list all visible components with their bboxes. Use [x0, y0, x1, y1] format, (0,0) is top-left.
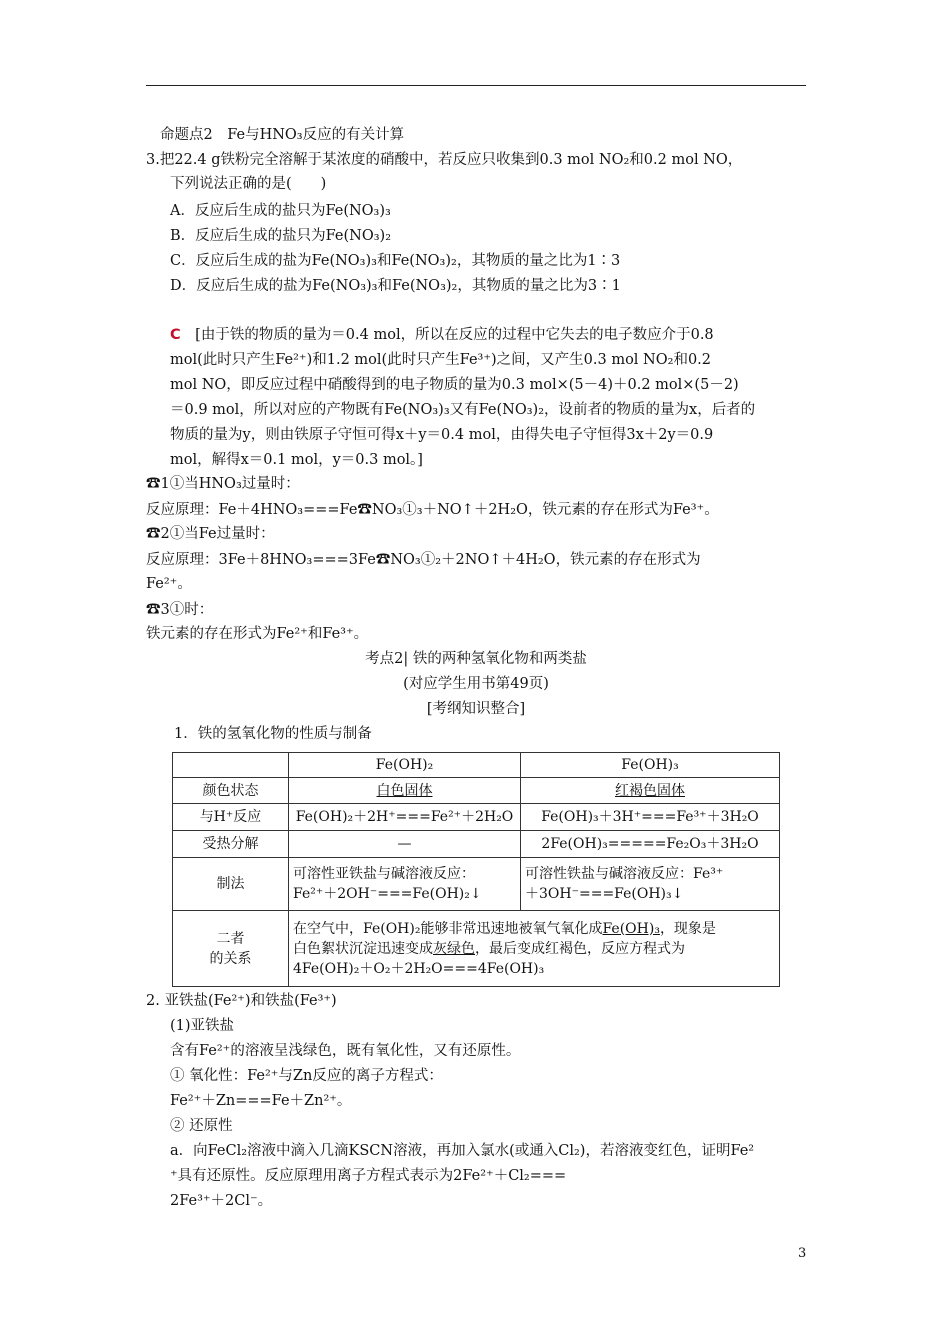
- underlined-value: Fe(OH)₃: [602, 920, 660, 937]
- underlined-value: 白色固体: [376, 782, 433, 799]
- table-row: [173, 778, 780, 804]
- table-cell: 2Fe(OH)₃=====Fe₂O₃＋3H₂O: [521, 831, 780, 858]
- note-line: ☎1➀当HNO₃过量时：: [146, 476, 300, 492]
- note-line: ☎2➀当Fe过量时：: [146, 526, 275, 542]
- row-label: 受热分解: [173, 831, 289, 858]
- table-cell: —: [289, 831, 521, 858]
- cell-line: [293, 939, 775, 959]
- question-line-1: 3.把22.4 g铁粉完全溶解于某浓度的硝酸中，若反应只收集到0.3 mol NO₂和0.2 mol NO，: [146, 152, 743, 168]
- subheading-1: 1．铁的氢氧化物的性质与制备: [174, 726, 372, 742]
- table-row: [173, 858, 780, 911]
- body-line: (1)亚铁盐: [170, 1018, 235, 1034]
- explanation-line: 物质的量为y，则由铁原子守恒可得x＋y＝0.4 mol，由得失电子守恒得3x＋2y＝0.9: [170, 427, 714, 443]
- table-row: [173, 831, 780, 858]
- body-line: 含有Fe²⁺的溶液呈浅绿色，既有氧化性，又有还原性。: [170, 1043, 521, 1059]
- section-tag: [考纲知识整合]: [426, 701, 526, 717]
- explanation-line: mol NO，即反应过程中硝酸得到的电子物质的量为0.3 mol×(5－4)＋0.2 mol×(5－2): [170, 377, 739, 393]
- body-line: ① 氧化性：Fe²⁺与Zn反应的离子方程式：: [170, 1068, 443, 1084]
- table-cell: Fe(OH)₃＋3H⁺===Fe³⁺＋3H₂O: [521, 804, 780, 831]
- answer-letter: C: [170, 327, 181, 343]
- cell-line: 二者: [216, 930, 245, 947]
- note-line: 反应原理：Fe＋4HNO₃===Fe☎NO₃➀₃＋NO↑＋2H₂O，铁元素的存在形式为Fe³⁺。: [146, 502, 719, 518]
- page-number: 3: [798, 1246, 807, 1261]
- body-line: ② 还原性: [170, 1118, 233, 1134]
- table-row: [173, 753, 780, 778]
- option-a: A．反应后生成的盐只为Fe(NO₃)₃: [170, 203, 391, 219]
- body-line: a．向FeCl₂溶液中滴入几滴KSCN溶液，再加入氯水(或通入Cl₂)，若溶液变红色，证明Fe²: [170, 1143, 755, 1159]
- table-cell: [289, 858, 521, 911]
- cell-line: Fe²⁺＋2OH⁻===Fe(OH)₂↓: [293, 886, 482, 902]
- table-row: [173, 804, 780, 831]
- underlined-value: 灰绿色: [433, 940, 475, 957]
- note-line: ☎3➀时：: [146, 602, 214, 618]
- row-label: [173, 911, 289, 987]
- table-cell: [289, 911, 780, 987]
- underlined-value: 红褐色固体: [615, 782, 685, 799]
- body-line: ⁺具有还原性。反应原理用离子方程式表示为2Fe²⁺＋Cl₂===: [170, 1168, 567, 1184]
- hydroxide-table: [172, 752, 780, 987]
- cell-line: 可溶性铁盐与碱溶液反应：Fe³⁺: [525, 866, 724, 882]
- table-cell: [173, 753, 289, 778]
- note-line: Fe²⁺。: [146, 576, 192, 592]
- note-line: 反应原理：3Fe＋8HNO₃===3Fe☎NO₃➀₂＋2NO↑＋4H₂O，铁元素的存在形式为: [146, 552, 701, 568]
- explanation-line: [由于铁的物质的量为＝0.4 mol，所以在反应的过程中它失去的电子数应介于0.8: [195, 327, 714, 343]
- answer-line-1: [170, 325, 714, 345]
- section-ref: (对应学生用书第49页): [403, 676, 549, 692]
- explanation-line: ＝0.9 mol，所以对应的产物既有Fe(NO₃)₃又有Fe(NO₃)₂，设前者的物质的量为x，后者的: [170, 402, 756, 418]
- table-cell: Fe(OH)₂＋2H⁺===Fe²⁺＋2H₂O: [289, 804, 521, 831]
- cell-text: ，最后变成红褐色，反应方程式为: [475, 940, 685, 957]
- cell-text: 在空气中，Fe(OH)₂能够非常迅速地被氧气氧化成: [293, 920, 603, 937]
- explanation-line: mol，解得x＝0.1 mol，y＝0.3 mol。]: [170, 452, 423, 468]
- table-cell: [521, 858, 780, 911]
- cell-line: 4Fe(OH)₂＋O₂＋2H₂O===4Fe(OH)₃: [293, 960, 545, 977]
- body-line: 2Fe³⁺＋2Cl⁻。: [170, 1193, 273, 1209]
- subheading-2: 2. 亚铁盐(Fe²⁺)和铁盐(Fe³⁺): [146, 993, 337, 1009]
- table-cell: [289, 778, 521, 804]
- table-row: [173, 911, 780, 987]
- cell-line: 的关系: [209, 950, 252, 967]
- header-rule: [146, 85, 806, 86]
- table-header: Fe(OH)₂: [289, 753, 521, 778]
- question-line-2: 下列说法正确的是( ): [170, 176, 327, 192]
- row-label: 颜色状态: [173, 778, 289, 804]
- option-b: B．反应后生成的盐只为Fe(NO₃)₂: [170, 228, 392, 244]
- cell-line: 可溶性亚铁盐与碱溶液反应：: [293, 866, 475, 882]
- cell-line: ＋3OH⁻===Fe(OH)₃↓: [525, 886, 684, 902]
- row-label: 制法: [173, 858, 289, 911]
- option-c: C．反应后生成的盐为Fe(NO₃)₃和Fe(NO₃)₂，其物质的量之比为1∶3: [170, 253, 621, 269]
- section-title: 考点2| 铁的两种氢氧化物和两类盐: [365, 651, 587, 667]
- row-label: 与H⁺反应: [173, 804, 289, 831]
- option-d: D．反应后生成的盐为Fe(NO₃)₃和Fe(NO₃)₂，其物质的量之比为3∶1: [170, 278, 621, 294]
- cell-line: [293, 919, 775, 939]
- note-line: 铁元素的存在形式为Fe²⁺和Fe³⁺。: [146, 626, 369, 642]
- cell-text: ，现象是: [659, 920, 716, 937]
- body-line: Fe²⁺＋Zn===Fe＋Zn²⁺。: [170, 1093, 352, 1109]
- cell-text: 白色絮状沉淀迅速变成: [293, 940, 433, 957]
- table-cell: [521, 778, 780, 804]
- explanation-line: mol(此时只产生Fe²⁺)和1.2 mol(此时只产生Fe³⁺)之间，又产生0.3 mol NO₂和0.2: [170, 352, 712, 368]
- table-header: Fe(OH)₃: [521, 753, 780, 778]
- topic-heading: 命题点2 Fe与HNO₃反应的有关计算: [160, 127, 405, 143]
